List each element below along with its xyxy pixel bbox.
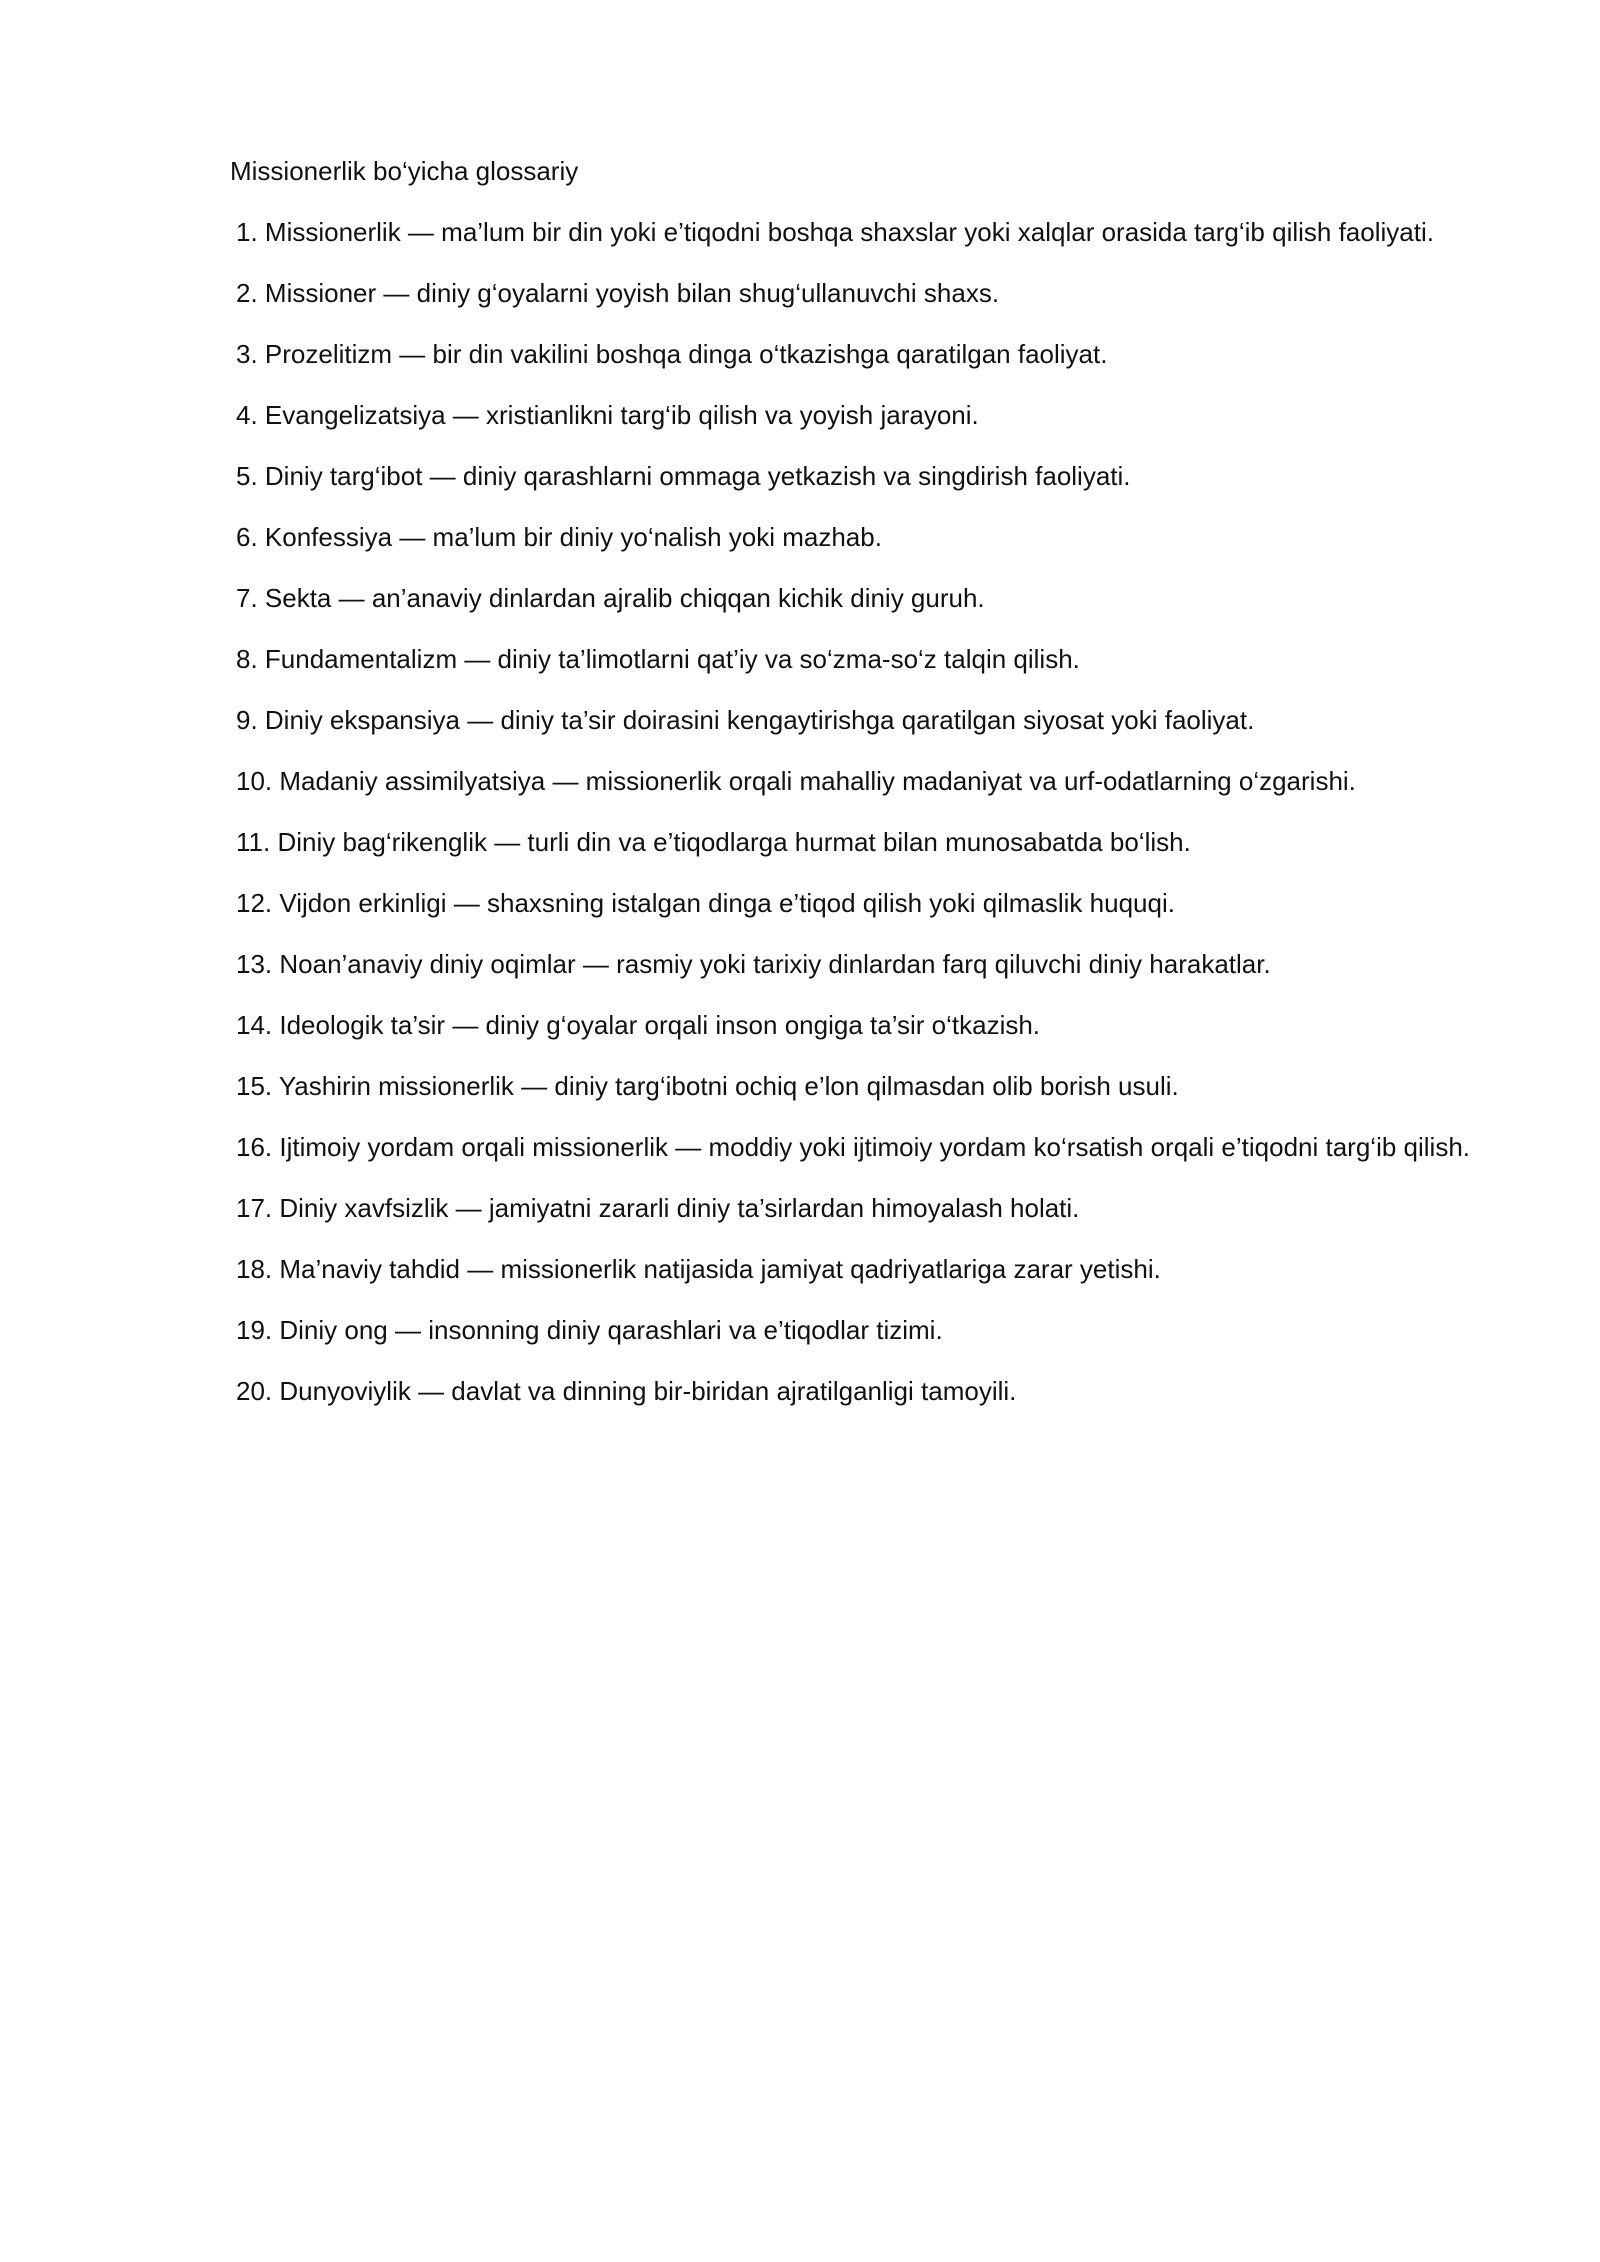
glossary-entry: 5. Diniy targ‘ibot — diniy qarashlarni ommaga yetkazish va singdirish faoliyati. [236,461,1131,491]
glossary-entry: 12. Vijdon erkinligi — shaxsning istalgan dinga e’tiqod qilish yoki qilmaslik huquqi. [236,888,1175,918]
glossary-entry: 20. Dunyoviylik — davlat va dinning bir-biridan ajratilganligi tamoyili. [236,1376,1017,1406]
glossary-entry: 8. Fundamentalizm — diniy ta’limotlarni qat’iy va so‘zma-so‘z talqin qilish. [236,644,1080,674]
document-title: Missionerlik bo‘yicha glossariy [230,156,579,186]
glossary-entry: 15. Yashirin missionerlik — diniy targ‘ibotni ochiq e’lon qilmasdan olib borish usuli. [236,1071,1179,1101]
glossary-entry: 3. Prozelitizm — bir din vakilini boshqa dinga o‘tkazishga qaratilgan faoliyat. [236,339,1108,369]
glossary-list [230,213,1492,1433]
glossary-entry: 14. Ideologik ta’sir — diniy g‘oyalar orqali inson ongiga ta’sir o‘tkazish. [236,1010,1041,1040]
glossary-entry: 10. Madaniy assimilyatsiya — missionerlik orqali mahalliy madaniyat va urf-odatlarning o‘zgarishi. [236,766,1356,796]
glossary-entry: 1. Missionerlik — ma’lum bir din yoki e’tiqodni boshqa shaxslar yoki xalqlar orasida targ‘ib qilish faoliyati. [236,217,1434,247]
glossary-entry: 19. Diniy ong — insonning diniy qarashlari va e’tiqodlar tizimi. [236,1315,943,1345]
glossary-entry: 2. Missioner — diniy g‘oyalarni yoyish bilan shug‘ullanuvchi shaxs. [236,278,1000,308]
glossary-entry: 6. Konfessiya — ma’lum bir diniy yo‘nalish yoki mazhab. [236,522,882,552]
glossary-entry: 17. Diniy xavfsizlik — jamiyatni zararli diniy ta’sirlardan himoyalash holati. [236,1193,1080,1223]
glossary-entry: 9. Diniy ekspansiya — diniy ta’sir doirasini kengaytirishga qaratilgan siyosat yoki faoliyat. [236,705,1255,735]
glossary-entry: 4. Evangelizatsiya — xristianlikni targ‘ib qilish va yoyish jarayoni. [236,400,979,430]
glossary-entry: 11. Diniy bag‘rikenglik — turli din va e’tiqodlarga hurmat bilan munosabatda bo‘lish. [236,827,1191,857]
glossary-entry: 13. Noan’anaviy diniy oqimlar — rasmiy yoki tarixiy dinlardan farq qiluvchi diniy harakatlar. [236,949,1271,979]
glossary-entry: 16. Ijtimoiy yordam orqali missionerlik — moddiy yoki ijtimoiy yordam ko‘rsatish orqali e’tiqodni targ‘ib qilish. [236,1132,1470,1162]
glossary-entry: 18. Ma’naviy tahdid — missionerlik natijasida jamiyat qadriyatlariga zarar yetishi. [236,1254,1161,1284]
glossary-entry: 7. Sekta — an’anaviy dinlardan ajralib chiqqan kichik diniy guruh. [236,583,985,613]
